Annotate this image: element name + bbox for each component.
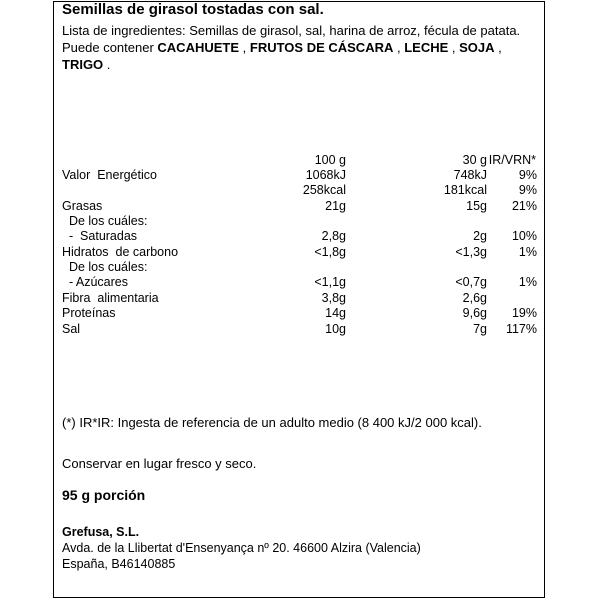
nutrient-name: De los cuáles:	[62, 260, 148, 274]
footnote: (*) IR*IR: Ingesta de referencia de un adulto medio (8 400 kJ/2 000 kcal).	[62, 415, 482, 430]
allergen: FRUTOS DE CÁSCARA	[249, 40, 394, 55]
nutrient-name: Grasas	[62, 199, 103, 213]
company-address: Avda. de la Llibertat d'Ensenyança nº 20. 46600 Alzira (Valencia)	[62, 541, 421, 555]
value-per-portion: <0,7g	[455, 275, 487, 289]
header-ir: IR/VRN*	[488, 153, 536, 167]
nutrient-name: Fibra alimentaria	[62, 291, 159, 305]
value-per-100g: <1,1g	[314, 275, 346, 289]
value-ir: 1%	[518, 245, 537, 259]
value-ir: 9%	[518, 168, 537, 182]
nutrient-name: De los cuáles:	[62, 214, 148, 228]
value-per-portion: <1,3g	[455, 245, 487, 259]
value-per-portion: 2,6g	[462, 291, 487, 305]
value-per-portion: 748kJ	[453, 168, 487, 182]
may-contain-line	[62, 39, 502, 56]
company-name: Grefusa, S.L.	[62, 525, 140, 539]
allergen-sep: ,	[239, 40, 250, 55]
value-per-100g: 1068kJ	[305, 168, 346, 182]
value-per-100g: 14g	[325, 306, 346, 320]
allergen: CACAHUETE	[157, 40, 240, 55]
value-per-100g: 2,8g	[321, 229, 346, 243]
allergen-sep: ,	[448, 40, 460, 55]
value-per-portion: 181kcal	[443, 183, 487, 197]
value-per-100g: 10g	[325, 322, 346, 336]
value-per-100g: 3,8g	[321, 291, 346, 305]
header-per-portion: 30 g	[462, 153, 487, 167]
value-per-portion: 15g	[466, 199, 487, 213]
value-ir: 1%	[518, 275, 537, 289]
portion-size: 95 g porción	[62, 487, 146, 503]
ingredients-list: Lista de ingredientes: Semillas de girasol, sal, harina de arroz, fécula de patata.	[62, 23, 521, 38]
nutrient-name: Proteínas	[62, 306, 116, 320]
value-ir: 117%	[505, 322, 537, 336]
allergen-sep: ,	[494, 40, 502, 55]
product-title: Semillas de girasol tostadas con sal.	[62, 1, 324, 18]
value-ir: 19%	[511, 306, 537, 320]
value-per-100g: 21g	[325, 199, 346, 213]
allergen: SOJA	[459, 40, 495, 55]
value-ir: 10%	[511, 229, 537, 243]
nutrient-name: - Saturadas	[62, 229, 138, 243]
header-per-100g: 100 g	[314, 153, 346, 167]
value-per-portion: 7g	[473, 322, 487, 336]
value-ir: 21%	[511, 199, 537, 213]
allergen: TRIGO	[62, 57, 104, 72]
nutrient-name: Hidratos de carbono	[62, 245, 179, 259]
may-contain-prefix: Puede contener	[62, 40, 158, 55]
nutrient-name: Sal	[62, 322, 81, 336]
value-per-portion: 9,6g	[462, 306, 487, 320]
value-per-portion: 2g	[473, 229, 487, 243]
value-per-100g: <1,8g	[314, 245, 346, 259]
nutrient-name: Valor Energético	[62, 168, 157, 182]
allergen: LECHE	[404, 40, 449, 55]
storage-instructions: Conservar en lugar fresco y seco.	[62, 456, 257, 471]
nutrient-name: - Azúcares	[62, 275, 128, 289]
value-ir: 9%	[518, 183, 537, 197]
allergen-sep: ,	[393, 40, 405, 55]
value-per-100g: 258kcal	[302, 183, 346, 197]
allergen-end: .	[103, 57, 111, 72]
company-country-id: España, B46140885	[62, 557, 176, 571]
may-contain-line-end	[62, 56, 110, 73]
